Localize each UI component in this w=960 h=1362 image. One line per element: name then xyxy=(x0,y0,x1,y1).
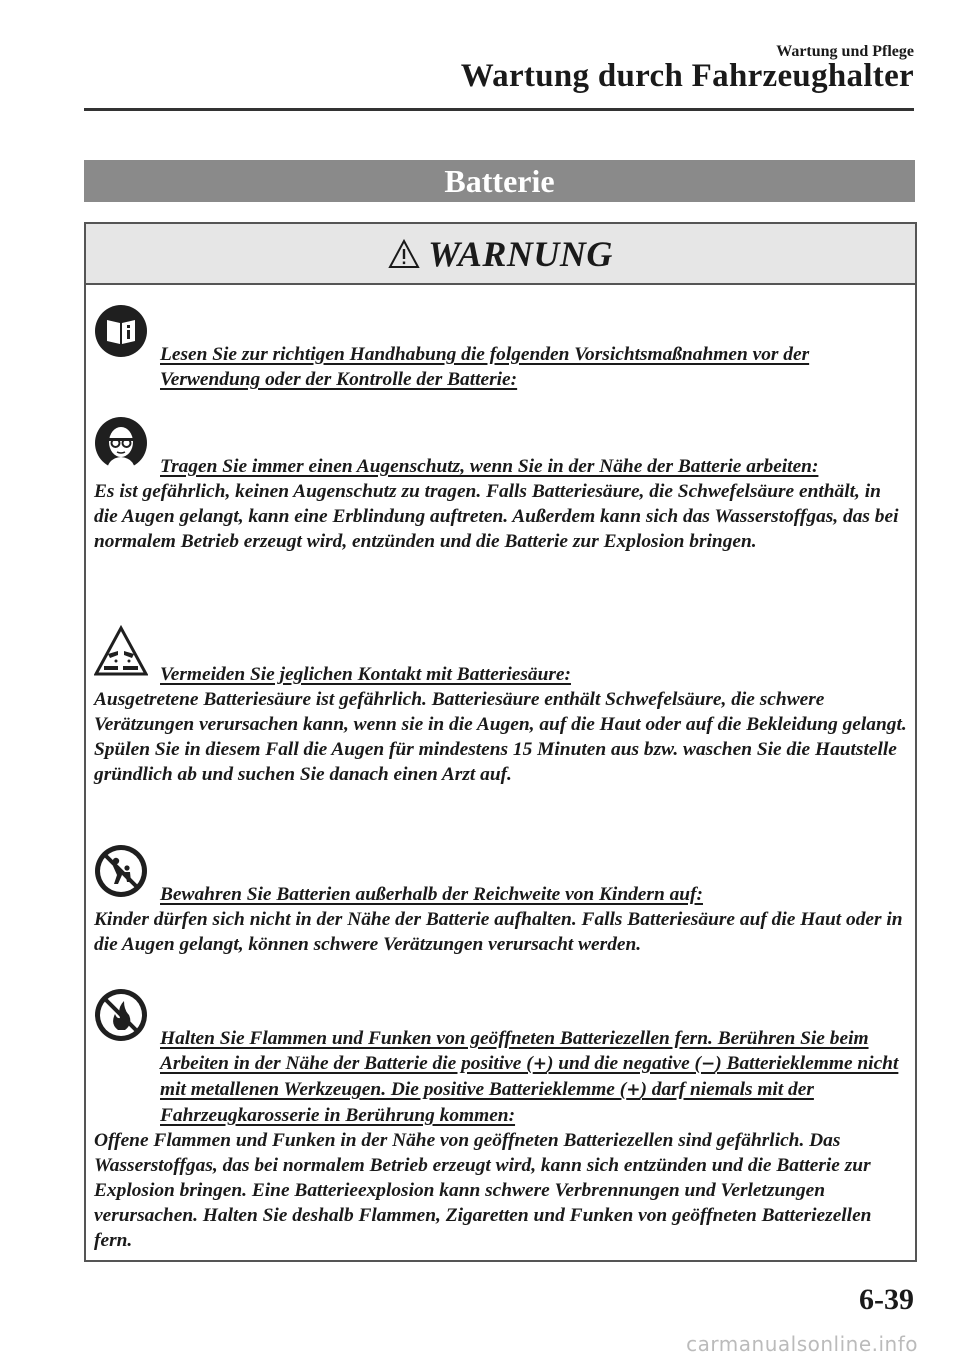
warning-item-children xyxy=(94,844,909,957)
warning-item-eye-protection xyxy=(94,416,909,554)
intro-heading: Lesen Sie zur richtigen Handhabung die folgenden Vorsichtsmaßnahmen vor der Verwendung oder der Kontrolle der Batterie: xyxy=(160,344,810,390)
page-number: 6-39 xyxy=(859,1283,914,1316)
heading-part: Halten Sie Flammen und Funken von geöffneten Batteriezellen fern. Berühren Sie beim Arbeiten in der Nähe der Batterie die positive ( xyxy=(160,1028,869,1074)
item-body: Kinder dürfen sich nicht in der Nähe der Batterie aufhalten. Falls Batteriesäure auf die Haut oder in die Augen gelangt, können schwere Verätzungen verursacht werden. xyxy=(94,909,903,955)
item-body: Offene Flammen und Funken in der Nähe von geöffneten Batteriezellen sind gefährlich. Das Wasserstoffgas, das bei normalem Betrieb erzeugt wird, kann sich entzünden und die Batterie zur Explosion bringen. Eine Batterieexplosion kann schwere Verbrennungen und Verletzungen verursachen. Halten Sie deshalb Flammen, Zigaretten und Funken von geöffneten Batteriezellen fern. xyxy=(94,1130,872,1251)
heading-part: ) darf niemals mit der Fahrzeugkarosserie in Berührung kommen: xyxy=(160,1079,814,1126)
warning-header xyxy=(86,224,915,285)
item-heading: Tragen Sie immer einen Augenschutz, wenn Sie in der Nähe der Batterie arbeiten: xyxy=(160,456,819,477)
item-heading: Vermeiden Sie jeglichen Kontakt mit Batteriesäure: xyxy=(160,664,571,685)
corrosive-acid-icon xyxy=(94,624,148,678)
item-heading: Bewahren Sie Batterien außerhalb der Reichweite von Kindern auf: xyxy=(160,884,703,905)
page-title: Wartung durch Fahrzeughalter xyxy=(460,58,914,94)
item-heading xyxy=(160,1028,898,1126)
warning-triangle-icon xyxy=(388,239,420,269)
header-divider xyxy=(84,108,914,111)
chapter-subtitle: Wartung und Pflege xyxy=(776,43,914,60)
warning-box xyxy=(84,222,917,1262)
warning-item-flames xyxy=(94,988,909,1253)
plus-symbol: + xyxy=(532,1054,547,1074)
heading-part: ) Batterieklemme nicht mit metallenen Werkzeugen. Die positive Batterieklemme ( xyxy=(160,1053,899,1100)
minus-symbol: − xyxy=(700,1054,716,1074)
plus-symbol: + xyxy=(626,1080,641,1100)
item-body: Ausgetretene Batteriesäure ist gefährlich. Batteriesäure enthält Schwefelsäure, die schwere Verätzungen verursachen kann, wenn sie in die Augen, auf die Haut oder auf die Bekleidung gelangt. Spülen Sie in diesem Fall die Augen für mindestens 15 Minuten aus bzw. waschen Sie die Hautstelle gründlich ab und suchen Sie danach einen Arzt auf. xyxy=(94,689,907,785)
heading-part: ) und die negative ( xyxy=(546,1053,701,1074)
section-title: Batterie xyxy=(84,160,915,202)
item-body: Es ist gefährlich, keinen Augenschutz zu tragen. Falls Batteriesäure, die Schwefelsäure enthält, in die Augen gelangt, kann eine Erblindung auftreten. Außerdem kann sich das Wasserstoffgas, das bei normalem Betrieb erzeugt wird, entzünden und die Batterie zur Explosion bringen. xyxy=(94,481,899,552)
warning-intro xyxy=(94,304,909,392)
warning-label: WARNUNG xyxy=(428,233,613,274)
watermark: carmanualsonline.info xyxy=(686,1332,918,1356)
warning-item-acid xyxy=(94,624,909,787)
